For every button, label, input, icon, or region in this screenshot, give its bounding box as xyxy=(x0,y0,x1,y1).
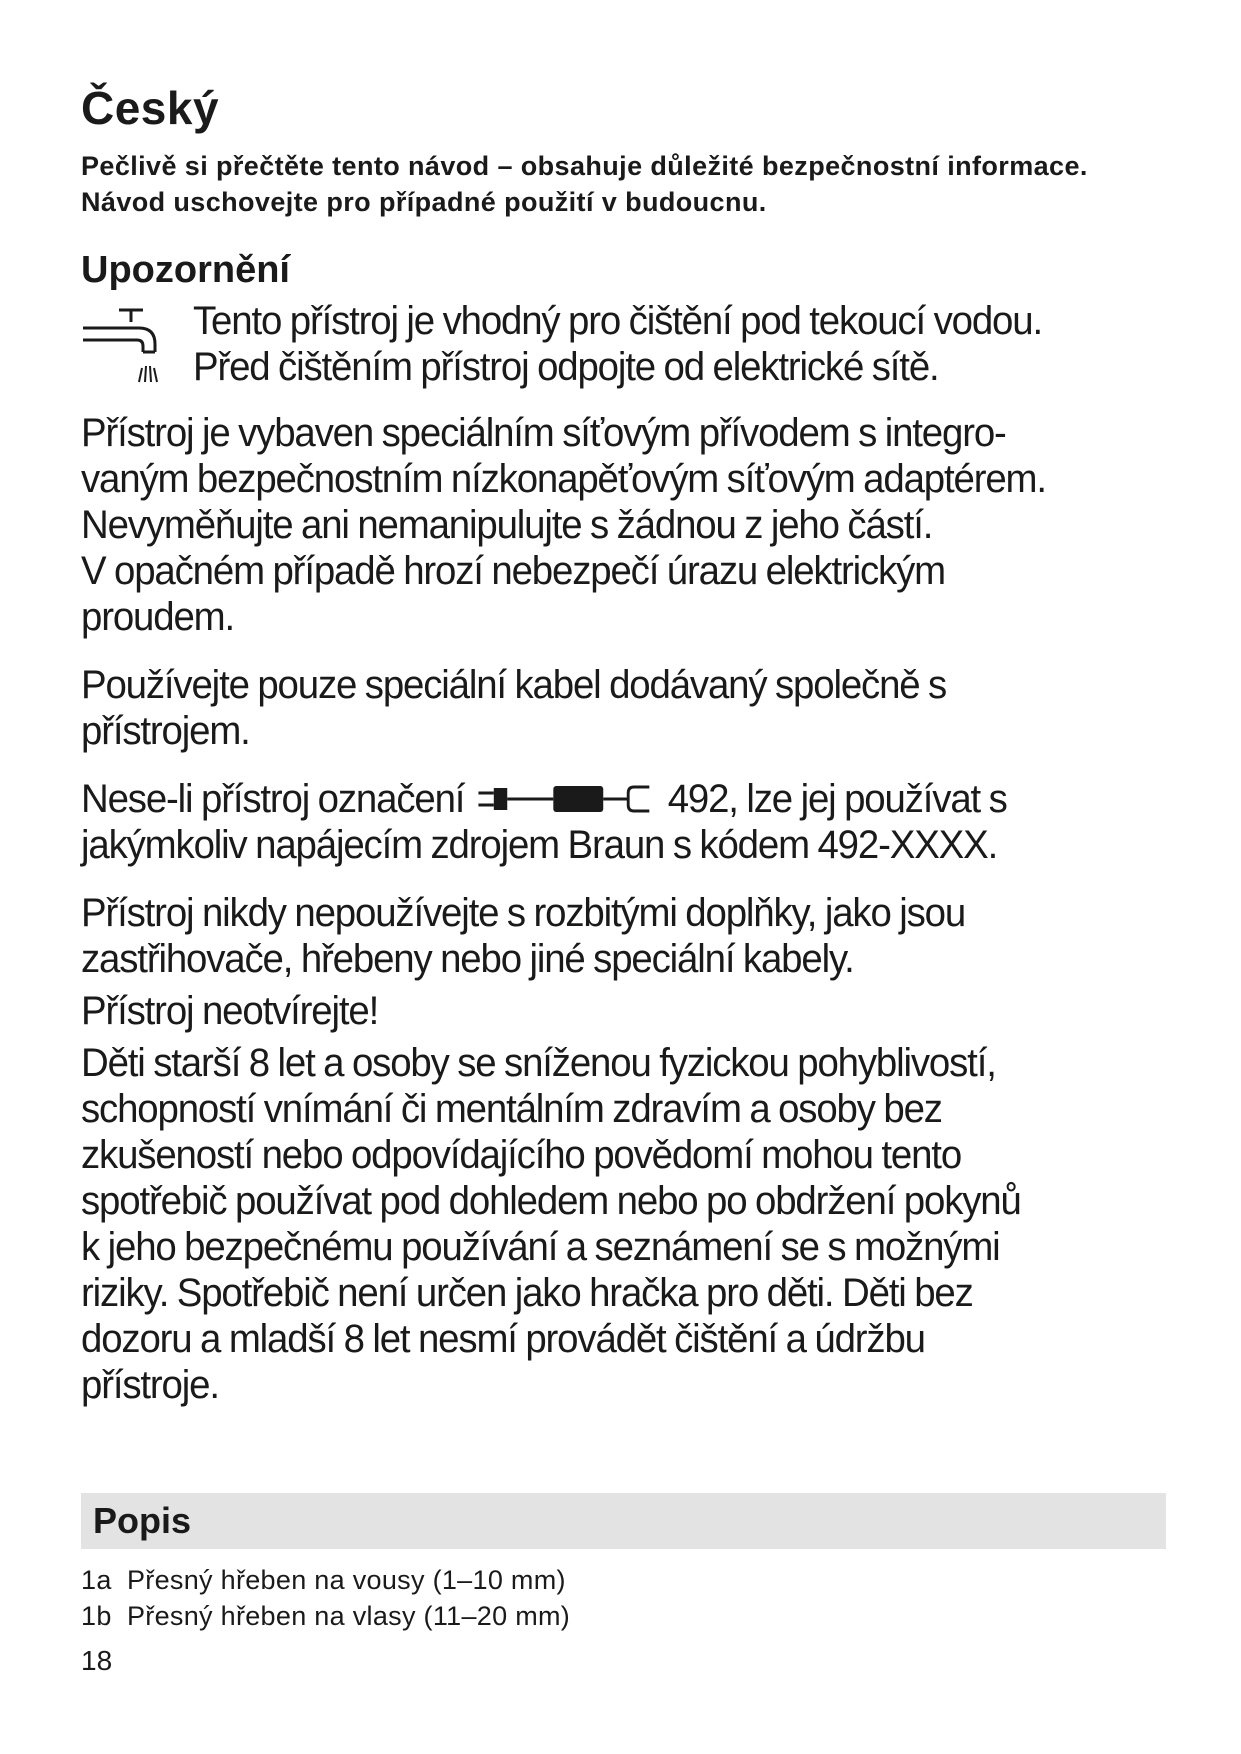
list-item xyxy=(81,1562,570,1598)
page-number: 18 xyxy=(81,1645,113,1676)
text-line: Přístroj neotvírejte! xyxy=(81,989,379,1033)
text-line: Přístroj nikdy nepoužívejte s rozbitými doplňky, jako jsou xyxy=(81,891,966,935)
text-line: proudem. xyxy=(81,595,235,639)
text-line: zkušeností nebo odpovídajícího povědomí mohou tento xyxy=(81,1133,962,1177)
warning-line: Před čištěním přístroj odpojte od elektrické sítě. xyxy=(193,345,939,389)
text-line: riziky. Spotřebič není určen jako hračka pro děti. Děti bez xyxy=(81,1271,973,1315)
power-plug-cord-icon xyxy=(477,782,656,816)
item-text: Přesný hřeben na vousy (1–10 mm) xyxy=(127,1565,566,1595)
paragraph-special-cable xyxy=(81,662,1166,754)
description-heading-bar xyxy=(81,1493,1166,1549)
warning-line: Tento přístroj je vhodný pro čištění pod tekoucí vodou. xyxy=(193,299,1042,343)
text-line: přístroje. xyxy=(81,1363,219,1407)
text-line: Přístroj je vybaven speciálním síťovým přívodem s integro- xyxy=(81,411,1006,455)
paragraph-children-safety xyxy=(81,1040,1166,1408)
item-key: 1a xyxy=(81,1565,112,1595)
item-key: 1b xyxy=(81,1601,112,1631)
manual-page xyxy=(81,80,1166,1430)
text-line: přístrojem. xyxy=(81,709,250,753)
text-line: V opačném případě hrozí nebezpečí úrazu elektrickým xyxy=(81,549,945,593)
text-line xyxy=(81,776,1166,822)
plug-text-before: Nese-li přístroj označení xyxy=(81,777,465,821)
warning-heading: Upozornění xyxy=(81,249,290,291)
warning-text xyxy=(193,298,1127,390)
text-line: zastřihovače, hřebeny nebo jiné speciální kabely. xyxy=(81,937,854,981)
list-item xyxy=(81,1598,570,1634)
item-text: Přesný hřeben na vlasy (11–20 mm) xyxy=(127,1601,571,1631)
tap-water-icon xyxy=(81,302,171,394)
paragraph-plug-marking xyxy=(81,776,1166,868)
description-heading: Popis xyxy=(93,1500,192,1541)
text-line: schopností vnímání či mentálním zdravím a osoby bez xyxy=(81,1087,942,1131)
text-line: Nevyměňujte ani nemanipulujte s žádnou z jeho částí. xyxy=(81,503,933,547)
intro-text: Pečlivě si přečtěte tento návod – obsahuje důležité bezpečnostní informace. Návod uschovejte pro případné použití v budoucnu. xyxy=(81,151,1088,217)
paragraph-do-not-open xyxy=(81,988,1166,1034)
description-list xyxy=(81,1562,570,1634)
text-line: dozoru a mladší 8 let nesmí provádět čištění a údržbu xyxy=(81,1317,925,1361)
text-line: vaným bezpečnostním nízkonapěťovým síťovým adaptérem. xyxy=(81,457,1046,501)
page-title: Český xyxy=(81,82,220,134)
plug-text-after: 492, lze jej používat s xyxy=(667,777,1007,821)
text-line: jakýmkoliv napájecím zdrojem Braun s kódem 492-XXXX. xyxy=(81,823,998,867)
text-line: Používejte pouze speciální kabel dodávaný společně s xyxy=(81,663,947,707)
text-line: Děti starší 8 let a osoby se sníženou fyzickou pohyblivostí, xyxy=(81,1041,996,1085)
text-line: spotřebič používat pod dohledem nebo po obdržení pokynů xyxy=(81,1179,1021,1223)
paragraph-power-cord xyxy=(81,410,1166,640)
warning-block xyxy=(81,298,1166,394)
text-line: k jeho bezpečnému používání a seznámení se s možnými xyxy=(81,1225,1000,1269)
paragraph-broken-accessories xyxy=(81,890,1166,982)
